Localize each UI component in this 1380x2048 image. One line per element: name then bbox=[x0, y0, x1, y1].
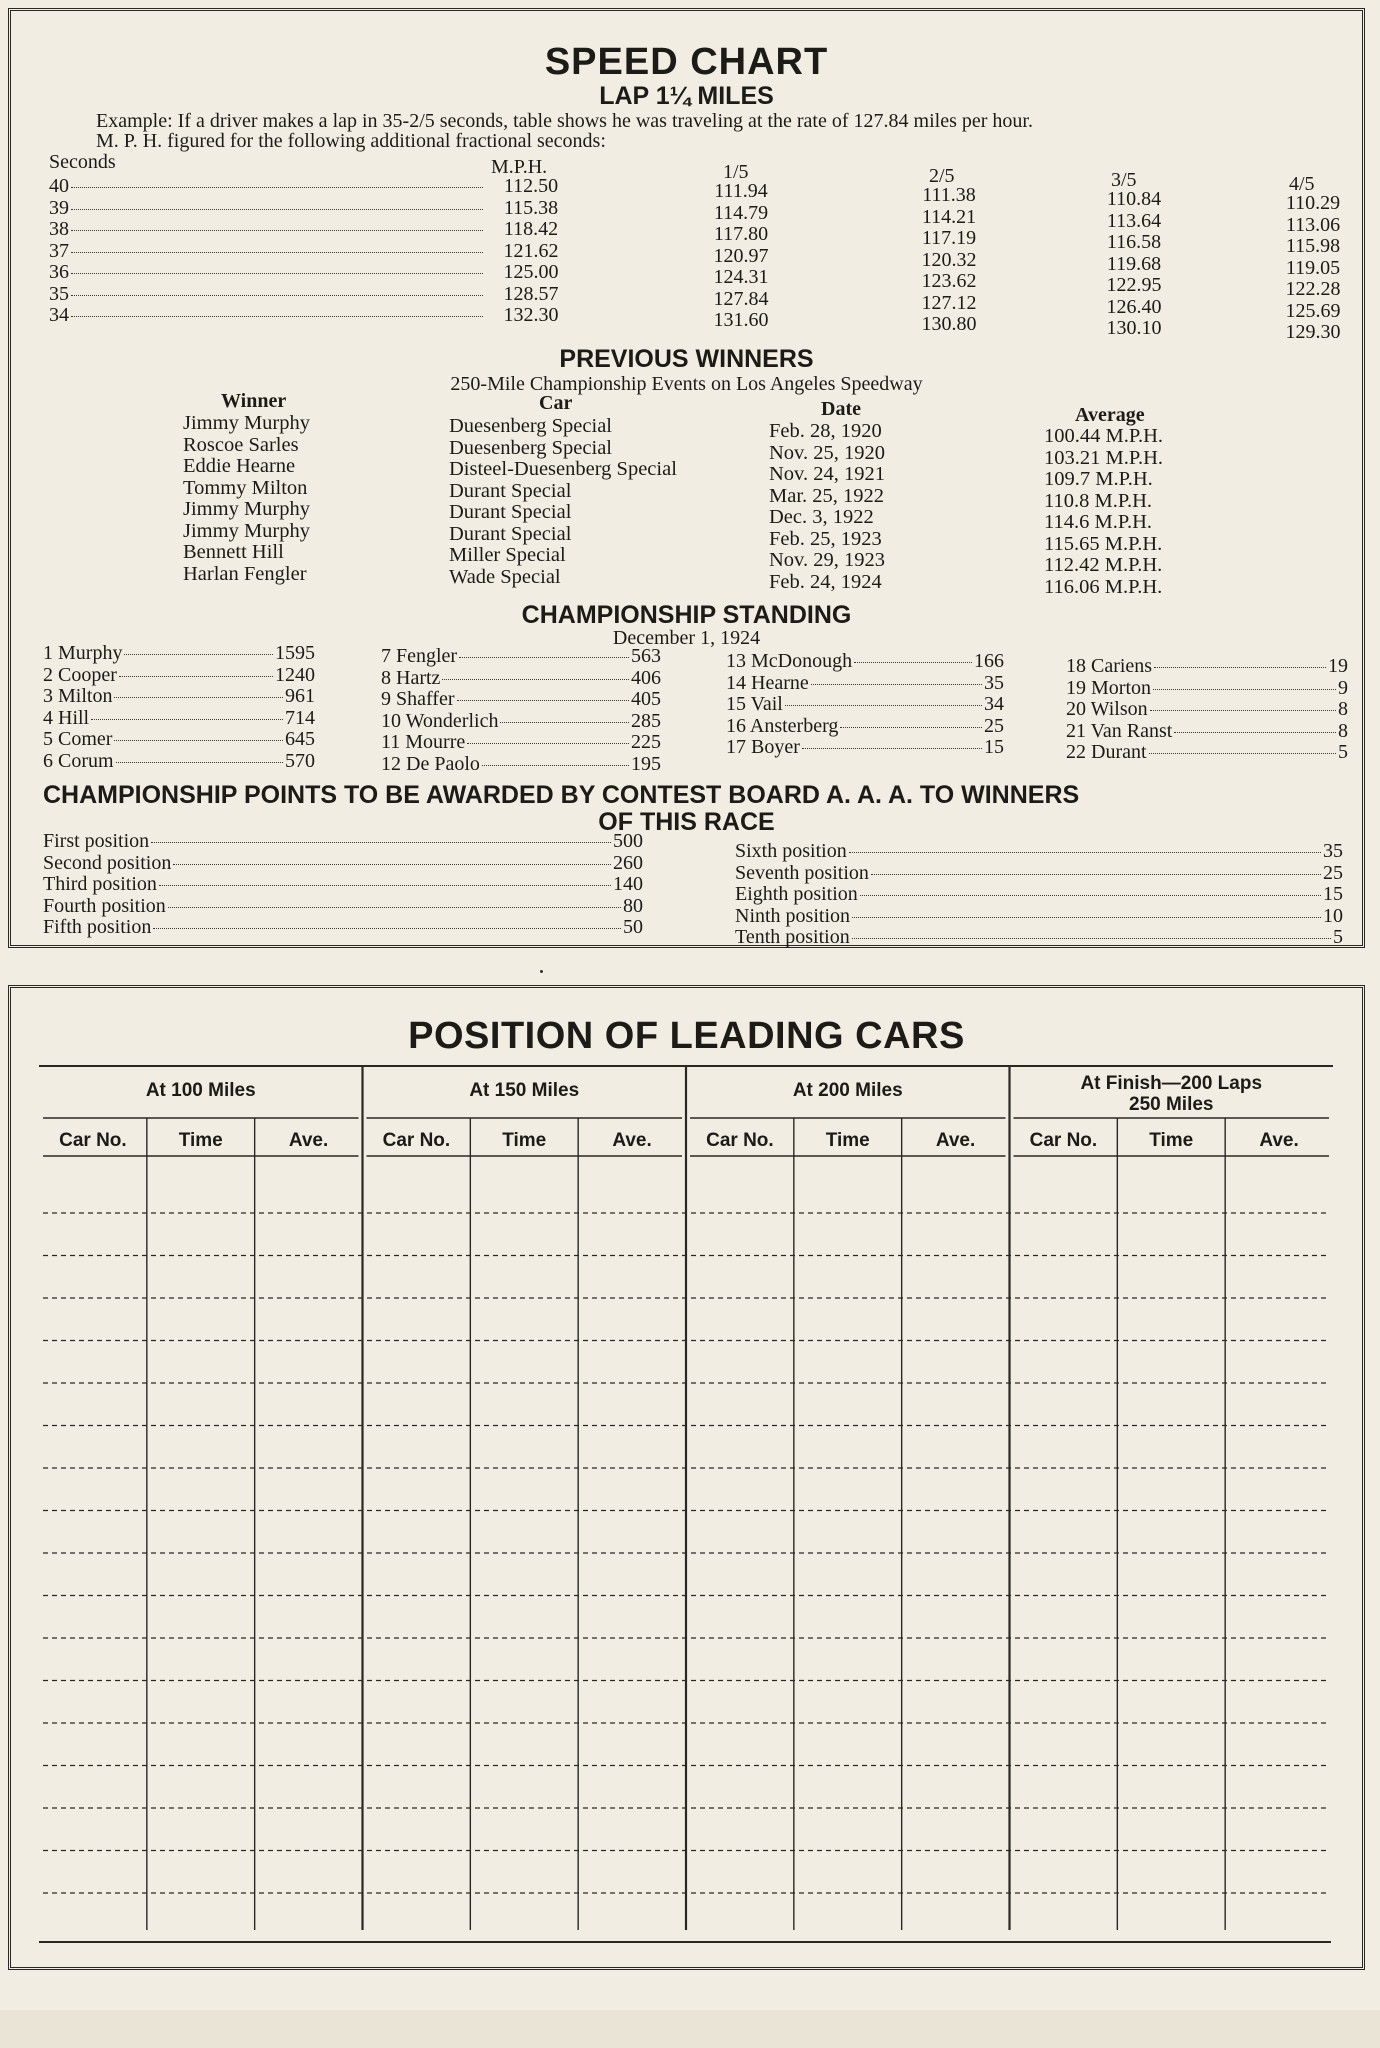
dot-leader bbox=[1153, 689, 1336, 690]
race-average: 100.44 M.P.H. bbox=[1044, 425, 1164, 447]
column-header: Time bbox=[1149, 1130, 1194, 1151]
speed-value: 122.95 bbox=[1106, 274, 1162, 296]
seconds-value: 37 bbox=[49, 239, 69, 262]
mph-column bbox=[491, 176, 571, 327]
race-date: Nov. 25, 1920 bbox=[769, 441, 885, 464]
group-header: At 100 Miles bbox=[145, 1080, 256, 1101]
column-header: Ave. bbox=[1259, 1130, 1299, 1151]
standing-row-label: 9 Shaffer bbox=[381, 688, 455, 710]
dot-leader bbox=[482, 765, 629, 766]
standing-row bbox=[381, 711, 661, 732]
column-header: Ave. bbox=[612, 1130, 652, 1151]
standing-row-label: 3 Milton bbox=[43, 685, 113, 707]
points-row-label: Second position bbox=[43, 851, 172, 874]
standing-row-label: 13 McDonough bbox=[726, 650, 853, 672]
standing-row-value: 961 bbox=[285, 685, 315, 707]
seconds-value: 34 bbox=[49, 304, 69, 326]
standing-row-label: 18 Cariens bbox=[1066, 655, 1153, 677]
previous-winners-subtitle: 250-Mile Championship Events on Los Angeles Speedway bbox=[450, 373, 923, 395]
standing-row-value: 8 bbox=[1338, 719, 1348, 742]
race-date: Dec. 3, 1922 bbox=[769, 506, 874, 528]
race-date: Feb. 28, 1920 bbox=[769, 420, 882, 442]
dot-leader bbox=[124, 654, 273, 655]
mph-value: 132.30 bbox=[503, 304, 559, 326]
points-row-value: 80 bbox=[623, 894, 643, 917]
winners-list bbox=[183, 413, 310, 585]
speed-value: 130.10 bbox=[1106, 317, 1162, 339]
averages-list bbox=[1044, 426, 1163, 598]
standing-row-value: 8 bbox=[1338, 698, 1348, 720]
seconds-value: 39 bbox=[49, 196, 69, 219]
column-header: Ave. bbox=[935, 1130, 976, 1151]
column-header: Car No. bbox=[1029, 1130, 1098, 1151]
dot-leader bbox=[114, 697, 283, 698]
standing-row-value: 570 bbox=[285, 749, 315, 772]
fifth-1-column bbox=[701, 181, 781, 332]
dot-leader bbox=[854, 662, 972, 663]
points-row-value: 140 bbox=[613, 873, 643, 895]
standing-row-label: 5 Comer bbox=[43, 728, 113, 750]
standing-row-label: 10 Wonderlich bbox=[381, 709, 499, 732]
speed-value: 125.69 bbox=[1285, 299, 1341, 322]
mph-header: M.P.H. bbox=[491, 156, 548, 178]
points-row-label: Fifth position bbox=[43, 916, 152, 938]
standing-row-value: 195 bbox=[631, 752, 661, 775]
winner-name: Jimmy Murphy bbox=[183, 519, 310, 542]
seconds-row bbox=[49, 198, 485, 219]
winner-name: Tommy Milton bbox=[183, 476, 308, 499]
points-row-value: 25 bbox=[1323, 861, 1343, 884]
winner-name: Roscoe Sarles bbox=[183, 433, 299, 456]
fifth-3-column bbox=[1094, 189, 1174, 340]
speed-value: 130.80 bbox=[921, 313, 977, 335]
dot-leader bbox=[840, 727, 982, 728]
points-row bbox=[735, 927, 1343, 948]
speed-value: 114.79 bbox=[713, 201, 769, 224]
points-title-2: OF THIS RACE bbox=[598, 808, 775, 836]
dot-leader bbox=[71, 187, 483, 188]
standing-row bbox=[1066, 678, 1348, 699]
mph-value: 128.57 bbox=[503, 282, 559, 305]
seconds-row bbox=[49, 262, 485, 283]
race-average: 112.42 M.P.H. bbox=[1044, 554, 1163, 576]
dot-leader bbox=[116, 762, 283, 763]
dot-leader bbox=[500, 722, 629, 723]
dot-leader bbox=[153, 928, 621, 929]
points-row-label: Third position bbox=[43, 873, 157, 895]
speed-value: 117.19 bbox=[921, 227, 977, 249]
standing-row-label: 7 Fengler bbox=[381, 645, 458, 667]
column-header: Car No. bbox=[59, 1130, 127, 1151]
standing-row bbox=[43, 751, 315, 772]
mph-value: 112.50 bbox=[503, 175, 559, 197]
points-row-value: 500 bbox=[613, 830, 643, 852]
dot-leader bbox=[457, 700, 630, 701]
speed-value: 119.68 bbox=[1106, 252, 1162, 275]
seconds-row bbox=[49, 305, 485, 326]
points-row-value: 15 bbox=[1323, 883, 1343, 905]
winner-header: Winner bbox=[221, 390, 287, 412]
mph-value: 115.38 bbox=[503, 196, 559, 219]
standing-row-label: 17 Boyer bbox=[726, 736, 800, 758]
column-header: Time bbox=[178, 1130, 223, 1151]
dot-leader bbox=[71, 295, 483, 296]
winner-name: Jimmy Murphy bbox=[183, 412, 310, 434]
speed-value: 111.94 bbox=[714, 180, 768, 202]
standing-row-value: 406 bbox=[631, 666, 661, 689]
seconds-value: 36 bbox=[49, 261, 69, 283]
speed-value: 116.58 bbox=[1106, 231, 1162, 253]
dot-leader bbox=[1174, 732, 1336, 733]
fifth-3-header: 3/5 bbox=[1111, 169, 1137, 191]
dot-leader bbox=[802, 748, 982, 749]
car-name: Durant Special bbox=[449, 501, 572, 523]
points-row-value: 10 bbox=[1323, 904, 1343, 927]
standing-row bbox=[1066, 699, 1348, 720]
dot-leader bbox=[860, 895, 1321, 896]
column-header: Time bbox=[825, 1130, 870, 1151]
car-name: Durant Special bbox=[449, 522, 572, 545]
points-row bbox=[43, 917, 643, 938]
fifth-2-column bbox=[909, 185, 989, 336]
points-row bbox=[43, 831, 643, 852]
race-average: 109.7 M.P.H. bbox=[1044, 468, 1153, 490]
car-name: Duesenberg Special bbox=[449, 436, 612, 459]
points-row-label: Ninth position bbox=[735, 904, 851, 927]
speed-value: 113.06 bbox=[1285, 213, 1341, 236]
seconds-row bbox=[49, 219, 485, 240]
standing-row-label: 11 Mourre bbox=[381, 731, 466, 753]
points-row-label: Tenth position bbox=[735, 926, 850, 948]
seconds-value: 35 bbox=[49, 282, 69, 305]
speed-value: 114.21 bbox=[921, 205, 977, 228]
fold-mark bbox=[540, 970, 543, 973]
race-date: Feb. 25, 1923 bbox=[769, 527, 882, 550]
speed-value: 131.60 bbox=[713, 309, 769, 331]
standing-row bbox=[381, 754, 661, 775]
standing-row-label: 19 Morton bbox=[1066, 676, 1151, 699]
dot-leader bbox=[1150, 710, 1336, 711]
column-header: Time bbox=[502, 1130, 547, 1151]
points-row-value: 5 bbox=[1333, 926, 1343, 948]
speed-value: 124.31 bbox=[713, 266, 769, 288]
standing-row-label: 14 Hearne bbox=[726, 671, 809, 694]
standing-row-label: 15 Vail bbox=[726, 693, 783, 715]
points-row bbox=[735, 884, 1343, 905]
group-header: At 200 Miles bbox=[792, 1080, 903, 1101]
standing-row bbox=[726, 737, 1004, 758]
dot-leader bbox=[119, 676, 273, 677]
speed-value: 113.64 bbox=[1106, 209, 1162, 232]
leading-cars-title: POSITION OF LEADING CARS bbox=[408, 1015, 965, 1057]
seconds-header: Seconds bbox=[49, 151, 116, 173]
dot-leader bbox=[71, 230, 483, 231]
car-name: Durant Special bbox=[449, 479, 572, 502]
dot-leader bbox=[114, 740, 283, 741]
dot-leader bbox=[71, 209, 483, 210]
dot-leader bbox=[852, 938, 1331, 939]
standing-row-value: 166 bbox=[974, 650, 1004, 672]
dot-leader bbox=[168, 907, 621, 908]
dot-leader bbox=[71, 273, 483, 274]
race-date: Nov. 29, 1923 bbox=[769, 549, 885, 571]
car-name: Duesenberg Special bbox=[449, 415, 612, 437]
winner-name: Bennett Hill bbox=[183, 541, 284, 563]
standing-row bbox=[43, 729, 315, 750]
speed-value: 123.62 bbox=[921, 270, 977, 292]
car-name: Miller Special bbox=[449, 544, 566, 566]
car-header: Car bbox=[539, 392, 573, 414]
race-average: 110.8 M.P.H. bbox=[1044, 489, 1153, 512]
speed-value: 120.32 bbox=[921, 248, 977, 271]
top-panel bbox=[8, 8, 1365, 948]
mph-value: 125.00 bbox=[503, 261, 559, 283]
dot-leader bbox=[173, 864, 611, 865]
points-row bbox=[735, 863, 1343, 884]
standing-row bbox=[43, 686, 315, 707]
dot-leader bbox=[159, 885, 611, 886]
seconds-row bbox=[49, 284, 485, 305]
group-header: At 150 Miles bbox=[469, 1080, 580, 1101]
standing-row bbox=[1066, 721, 1348, 742]
dot-leader bbox=[459, 657, 629, 658]
points-row bbox=[735, 906, 1343, 927]
seconds-row bbox=[49, 176, 485, 197]
speed-value: 110.29 bbox=[1285, 192, 1341, 214]
speed-value: 126.40 bbox=[1106, 295, 1162, 318]
mph-value: 118.42 bbox=[503, 218, 559, 240]
points-row-label: Seventh position bbox=[735, 861, 869, 884]
winner-name: Jimmy Murphy bbox=[183, 498, 310, 520]
fifth-4-header: 4/5 bbox=[1289, 173, 1315, 195]
standing-row bbox=[381, 646, 661, 667]
points-row-label: Fourth position bbox=[43, 894, 166, 917]
standing-row bbox=[381, 689, 661, 710]
standing-row-label: 2 Cooper bbox=[43, 663, 117, 686]
speed-value: 120.97 bbox=[713, 244, 769, 267]
speed-value: 115.98 bbox=[1285, 235, 1341, 257]
points-row bbox=[43, 896, 643, 917]
standing-row-value: 9 bbox=[1338, 676, 1348, 699]
standing-row-label: 21 Van Ranst bbox=[1066, 719, 1173, 742]
standing-row-label: 4 Hill bbox=[43, 706, 90, 729]
standing-row-value: 19 bbox=[1328, 655, 1348, 677]
column-header: Car No. bbox=[382, 1130, 451, 1151]
points-row-label: Sixth position bbox=[735, 840, 847, 862]
standing-row-value: 35 bbox=[984, 671, 1004, 694]
dot-leader bbox=[467, 743, 629, 744]
standing-row-value: 405 bbox=[631, 688, 661, 710]
standing-row-label: 12 De Paolo bbox=[381, 752, 480, 775]
standing-row-value: 34 bbox=[984, 693, 1004, 715]
dot-leader bbox=[91, 719, 283, 720]
fifth-1-header: 1/5 bbox=[723, 161, 749, 183]
points-title: CHAMPIONSHIP POINTS TO BE AWARDED BY CONTEST BOARD A. A. A. TO WINNERS bbox=[43, 781, 1080, 809]
dot-leader bbox=[1154, 667, 1326, 668]
speed-value: 110.84 bbox=[1106, 188, 1162, 210]
speed-chart-title: SPEED CHART bbox=[544, 41, 829, 83]
average-header: Average bbox=[1075, 404, 1145, 426]
dot-leader bbox=[849, 852, 1321, 853]
car-name: Disteel-Duesenberg Special bbox=[449, 458, 677, 480]
standing-row-value: 5 bbox=[1338, 741, 1348, 763]
race-date: Nov. 24, 1921 bbox=[769, 463, 885, 485]
fifth-2-header: 2/5 bbox=[929, 165, 955, 187]
speed-value: 119.05 bbox=[1285, 256, 1341, 279]
race-average: 103.21 M.P.H. bbox=[1044, 446, 1164, 469]
fifth-4-column bbox=[1273, 193, 1353, 344]
standing-row-value: 285 bbox=[631, 709, 661, 732]
standing-row-value: 714 bbox=[285, 706, 315, 729]
seconds-value: 38 bbox=[49, 218, 69, 240]
example-text: Example: If a driver makes a lap in 35-2/5 seconds, table shows he was traveling at the rate of 127.84 miles per hour. bbox=[96, 110, 1033, 132]
dot-leader bbox=[442, 679, 629, 680]
dot-leader bbox=[1149, 753, 1336, 754]
standing-row bbox=[1066, 742, 1348, 763]
standing-row bbox=[726, 651, 1004, 672]
mph-value: 121.62 bbox=[503, 239, 559, 262]
dates-list bbox=[769, 421, 885, 593]
dot-leader bbox=[811, 684, 982, 685]
example-text-2: M. P. H. figured for the following additional fractional seconds: bbox=[96, 130, 606, 152]
race-average: 115.65 M.P.H. bbox=[1044, 532, 1163, 555]
cars-list bbox=[449, 416, 677, 588]
standing-row-label: 16 Ansterberg bbox=[726, 714, 839, 737]
standing-row-value: 25 bbox=[984, 714, 1004, 737]
standing-row-label: 22 Durant bbox=[1066, 741, 1147, 763]
points-row-label: Eighth position bbox=[735, 883, 858, 905]
standing-row-value: 563 bbox=[631, 645, 661, 667]
standing-row-value: 645 bbox=[285, 728, 315, 750]
points-row-value: 35 bbox=[1323, 840, 1343, 862]
car-name: Wade Special bbox=[449, 565, 561, 588]
winner-name: Harlan Fengler bbox=[183, 562, 307, 585]
standing-row bbox=[43, 708, 315, 729]
standing-row-label: 20 Wilson bbox=[1066, 698, 1148, 720]
standing-row bbox=[43, 643, 315, 664]
points-row bbox=[43, 874, 643, 895]
standing-row bbox=[726, 673, 1004, 694]
points-row-label: First position bbox=[43, 830, 150, 852]
race-date: Mar. 25, 1922 bbox=[769, 484, 885, 507]
standing-row bbox=[381, 732, 661, 753]
date-header: Date bbox=[821, 398, 861, 420]
column-header: Car No. bbox=[706, 1130, 774, 1151]
seconds-value: 40 bbox=[49, 175, 69, 197]
speed-value: 127.84 bbox=[713, 287, 769, 310]
winner-name: Eddie Hearne bbox=[183, 455, 296, 477]
standing-row-label: 6 Corum bbox=[43, 749, 114, 772]
dot-leader bbox=[71, 252, 483, 253]
dot-leader bbox=[785, 705, 982, 706]
column-header: Ave. bbox=[288, 1130, 329, 1151]
points-row bbox=[735, 841, 1343, 862]
points-row-value: 50 bbox=[623, 916, 643, 938]
standing-row-value: 225 bbox=[631, 731, 661, 753]
standing-row-label: 8 Hartz bbox=[381, 666, 441, 689]
standing-row bbox=[381, 668, 661, 689]
dot-leader bbox=[71, 316, 483, 317]
group-header-sub: 250 Miles bbox=[1129, 1094, 1214, 1115]
speed-value: 127.12 bbox=[921, 291, 977, 314]
seconds-row bbox=[49, 241, 485, 262]
standing-row-value: 1240 bbox=[275, 663, 315, 686]
dot-leader bbox=[151, 842, 611, 843]
race-average: 116.06 M.P.H. bbox=[1044, 575, 1163, 598]
dot-leader bbox=[852, 917, 1321, 918]
speed-value: 122.28 bbox=[1285, 278, 1341, 300]
points-row-value: 260 bbox=[613, 851, 643, 874]
standing-row-value: 1595 bbox=[275, 642, 315, 664]
speed-value: 111.38 bbox=[922, 184, 976, 206]
points-row bbox=[43, 853, 643, 874]
race-average: 114.6 M.P.H. bbox=[1044, 511, 1153, 533]
bottom-panel bbox=[8, 985, 1365, 1970]
standing-date: December 1, 1924 bbox=[612, 627, 761, 649]
standing-row bbox=[43, 665, 315, 686]
standing-row-label: 1 Murphy bbox=[43, 642, 123, 664]
speed-chart-subtitle: LAP 1¼ MILES bbox=[599, 82, 774, 110]
standing-row bbox=[726, 694, 1004, 715]
standing-title: CHAMPIONSHIP STANDING bbox=[521, 601, 852, 629]
speed-value: 117.80 bbox=[713, 223, 769, 245]
group-header: At Finish—200 Laps bbox=[1080, 1073, 1263, 1094]
dot-leader bbox=[871, 874, 1321, 875]
race-date: Feb. 24, 1924 bbox=[769, 570, 882, 593]
standing-row-value: 15 bbox=[984, 736, 1004, 758]
previous-winners-title: PREVIOUS WINNERS bbox=[559, 345, 814, 373]
standing-row bbox=[726, 716, 1004, 737]
speed-value: 129.30 bbox=[1285, 321, 1341, 343]
standing-row bbox=[1066, 656, 1348, 677]
